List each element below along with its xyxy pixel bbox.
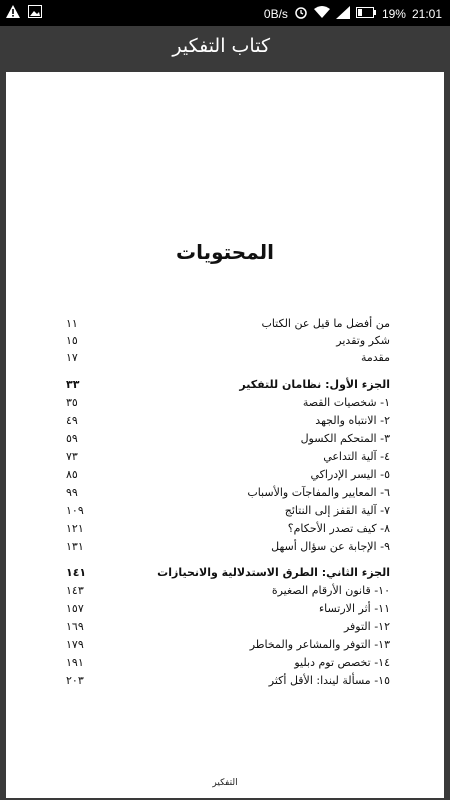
signal-icon [336, 6, 350, 22]
toc-entry-title: شكر وتقدير [336, 334, 390, 347]
toc-entry[interactable] [66, 584, 390, 600]
toc-entry-page: ٨٥ [66, 468, 78, 481]
toc-entry-page: ١٢١ [66, 522, 84, 535]
status-bar [0, 0, 450, 26]
toc-entry[interactable] [66, 351, 390, 367]
toc-entry-page: ٥٩ [66, 432, 78, 445]
toc-entry-title: ١١- أثر الارتساء [318, 602, 390, 615]
page-footer: التفكير [212, 778, 238, 788]
toc-entry-title: ٦- المعايير والمفاجآت والأسباب [247, 486, 390, 499]
toc-entry-title: من أفضل ما قيل عن الكتاب [261, 317, 390, 330]
toc-entry[interactable] [66, 620, 390, 636]
toc-entry-title: ١- شخصيات القصة [302, 396, 390, 409]
battery-icon [356, 7, 376, 21]
toc-entry-title: ٨- كيف تصدر الأحكام؟ [287, 522, 390, 535]
toc-part-page: ٣٣ [66, 378, 80, 391]
toc-entry[interactable] [66, 656, 390, 672]
toc-entry-title: ١٤- تخصص توم دبليو [294, 656, 390, 669]
toc-part-title: الجزء الثاني: الطرق الاستدلالية والانحيازات [157, 566, 390, 579]
battery-level: 19% [381, 6, 406, 21]
toc-entry[interactable] [66, 334, 390, 350]
toc-entry-page: ٣٥ [66, 396, 78, 409]
toc-entry[interactable] [66, 450, 390, 466]
toc-entry-page: ١٠٩ [66, 504, 84, 517]
toc-entry[interactable] [66, 486, 390, 502]
toc-entry[interactable] [66, 674, 390, 690]
toc-entry[interactable] [66, 638, 390, 654]
toc-entry-title: ٢- الانتباه والجهد [315, 414, 390, 427]
toc-entry[interactable] [66, 468, 390, 484]
toc-part-heading[interactable] [66, 566, 390, 582]
toc-entry-page: ٤٩ [66, 414, 78, 427]
toc-entry-page: ٩٩ [66, 486, 78, 499]
toc-entry-title: ٤- آلية التداعي [323, 450, 390, 463]
alarm-icon [294, 5, 308, 22]
toc-entry[interactable] [66, 432, 390, 448]
toc-entry[interactable] [66, 414, 390, 430]
toc-entry-page: ١٥ [66, 334, 78, 347]
toc-part-title: الجزء الأول: نظامان للتفكير [239, 378, 390, 391]
toc-entry-page: ١١ [66, 317, 78, 330]
toc-entry-title: ٥- اليسر الإدراكي [310, 468, 390, 481]
toc-entry-page: ٧٣ [66, 450, 78, 463]
toc-part-heading[interactable] [66, 378, 390, 394]
toc-entry-title: ١٣- التوفر والمشاعر والمخاطر [249, 638, 390, 651]
net-speed: 0B/s [263, 6, 288, 21]
toc-entry-title: ٣- المتحكم الكسول [300, 432, 390, 445]
toc-heading: المحتويات [175, 240, 274, 264]
toc-entry[interactable] [66, 504, 390, 520]
toc-entry-page: ١٩١ [66, 656, 84, 669]
app-bar [0, 26, 450, 70]
toc-entry-title: ١٠- قانون الأرقام الصغيرة [271, 584, 390, 597]
app-title: كتاب التفكير [172, 35, 270, 57]
toc-entry-page: ١٧٩ [66, 638, 84, 651]
toc-entry-page: ١٣١ [66, 540, 84, 553]
toc-entry-title: ٩- الإجابة عن سؤال أسهل [271, 540, 390, 553]
toc-entry[interactable] [66, 396, 390, 412]
book-page[interactable] [6, 72, 444, 798]
toc-entry[interactable] [66, 317, 390, 333]
toc-entry-page: ٢٠٣ [66, 674, 84, 687]
toc-entry-title: مقدمة [360, 351, 390, 364]
toc-part-page: ١٤١ [66, 566, 87, 579]
toc-entry-page: ١٧ [66, 351, 78, 364]
toc-entry[interactable] [66, 522, 390, 538]
toc-entry-page: ١٤٣ [66, 584, 84, 597]
toc-entry-title: ٧- آلية القفز إلى النتائج [284, 504, 390, 517]
warning-icon [6, 5, 20, 21]
toc-entry-title: ١٢- التوفر [343, 620, 390, 633]
toc-entry-page: ١٥٧ [66, 602, 84, 615]
image-icon [28, 5, 42, 21]
toc-entry[interactable] [66, 602, 390, 618]
toc-entry-title: ١٥- مسألة ليندا: الأقل أكثر [268, 674, 390, 687]
toc-entry-page: ١٦٩ [66, 620, 84, 633]
clock: 21:01 [411, 6, 442, 21]
toc-entry[interactable] [66, 540, 390, 556]
wifi-icon [314, 6, 330, 22]
